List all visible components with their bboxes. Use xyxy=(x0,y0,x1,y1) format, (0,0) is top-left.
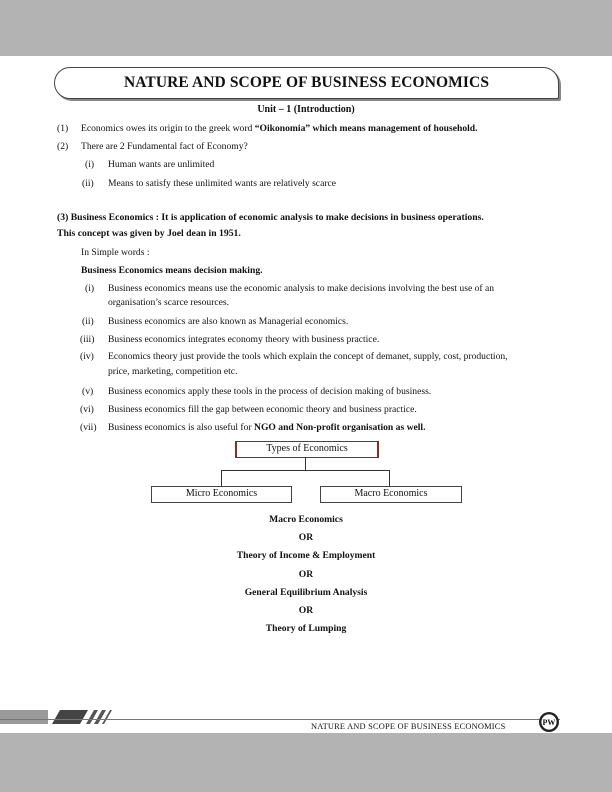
pw-logo xyxy=(538,711,560,733)
point-3-item-number: (vii) xyxy=(80,422,97,433)
chapter-title: NATURE AND SCOPE OF BUSINESS ECONOMICS xyxy=(123,74,490,91)
macro-list-or: OR xyxy=(298,532,314,543)
point-3-item-number: (vi) xyxy=(80,404,94,415)
point-3-item-number: (ii) xyxy=(82,316,94,327)
macro-list-or: OR xyxy=(298,605,314,616)
footer-rule xyxy=(0,719,560,720)
point-3-item-plain: Business economics is also useful for xyxy=(108,422,255,433)
macro-economics-box: Macro Economics xyxy=(320,486,462,503)
unit-heading: Unit – 1 (Introduction) xyxy=(257,104,355,115)
connector-left-drop xyxy=(221,470,222,486)
point-3-item-text-cont: organisation’s scarce resources. xyxy=(108,297,230,308)
point-1-text xyxy=(81,123,478,135)
point-3-item-number: (i) xyxy=(85,283,95,294)
point-3-heading: (3) Business Economics : It is application of economic analysis to make decisions in business operations. xyxy=(57,212,484,223)
point-3-item-text-cont: price, marketing, competition etc. xyxy=(108,366,238,377)
macro-list-item: Macro Economics xyxy=(269,514,343,525)
footer-stripes-decoration xyxy=(0,708,112,726)
point-2-text: There are 2 Fundamental fact of Economy? xyxy=(81,141,248,152)
types-of-economics-box: Types of Economics xyxy=(235,441,379,458)
footer-title: NATURE AND SCOPE OF BUSINESS ECONOMICS xyxy=(311,722,506,731)
point-2-item-number: (ii) xyxy=(82,178,94,189)
connector-vertical xyxy=(305,457,306,470)
point-2-item-text: Human wants are unlimited xyxy=(108,159,215,170)
point-2-number: (2) xyxy=(57,141,69,152)
point-3-item-number: (v) xyxy=(82,386,94,397)
macro-list-item: Theory of Lumping xyxy=(265,623,347,634)
business-economics-meaning: Business Economics means decision making. xyxy=(81,265,263,276)
point-3-item-text: Business economics apply these tools in the process of decision making of business. xyxy=(108,386,432,397)
point-3-item-number: (iii) xyxy=(80,334,95,345)
point-3-item-text: Business economics fill the gap between economic theory and business practice. xyxy=(108,404,417,415)
pw-logo-text: PW xyxy=(542,718,556,727)
macro-list-or: OR xyxy=(298,569,314,580)
point-1-number: (1) xyxy=(57,123,69,134)
bottom-band xyxy=(0,733,612,792)
point-3-item-text: Economics theory just provide the tools which explain the concept of demanet, supply, cost, production, xyxy=(108,351,508,362)
top-band xyxy=(0,0,612,56)
point-3-heading-cont: This concept was given by Joel dean in 1951. xyxy=(57,228,241,239)
point-2-item-number: (i) xyxy=(85,159,95,170)
point-3-item-bold: NGO and Non-profit organisation as well. xyxy=(254,422,426,433)
simple-words-label: In Simple words : xyxy=(81,247,150,258)
point-3-item-number: (iv) xyxy=(80,351,94,362)
macro-list-item: General Equilibrium Analysis xyxy=(244,587,368,598)
point-3-item-text: Business economics are also known as Managerial economics. xyxy=(108,316,349,327)
micro-economics-box: Micro Economics xyxy=(151,486,292,503)
point-3-item-text: Business economics integrates economy theory with business practice. xyxy=(108,334,380,345)
connector-right-drop xyxy=(389,470,390,486)
point-1-plain: Economics owes its origin to the greek word xyxy=(81,123,255,134)
point-1-bold: “Oikonomia” which means management of household. xyxy=(254,123,478,134)
macro-list-item: Theory of Income & Employment xyxy=(236,550,376,561)
connector-horizontal xyxy=(221,470,390,471)
point-3-item-text xyxy=(108,422,426,434)
point-3-item-text: Business economics means use the economic analysis to make decisions involving the best use of an xyxy=(108,283,495,294)
point-2-item-text: Means to satisfy these unlimited wants are relatively scarce xyxy=(108,178,337,189)
chapter-title-box xyxy=(54,67,559,99)
